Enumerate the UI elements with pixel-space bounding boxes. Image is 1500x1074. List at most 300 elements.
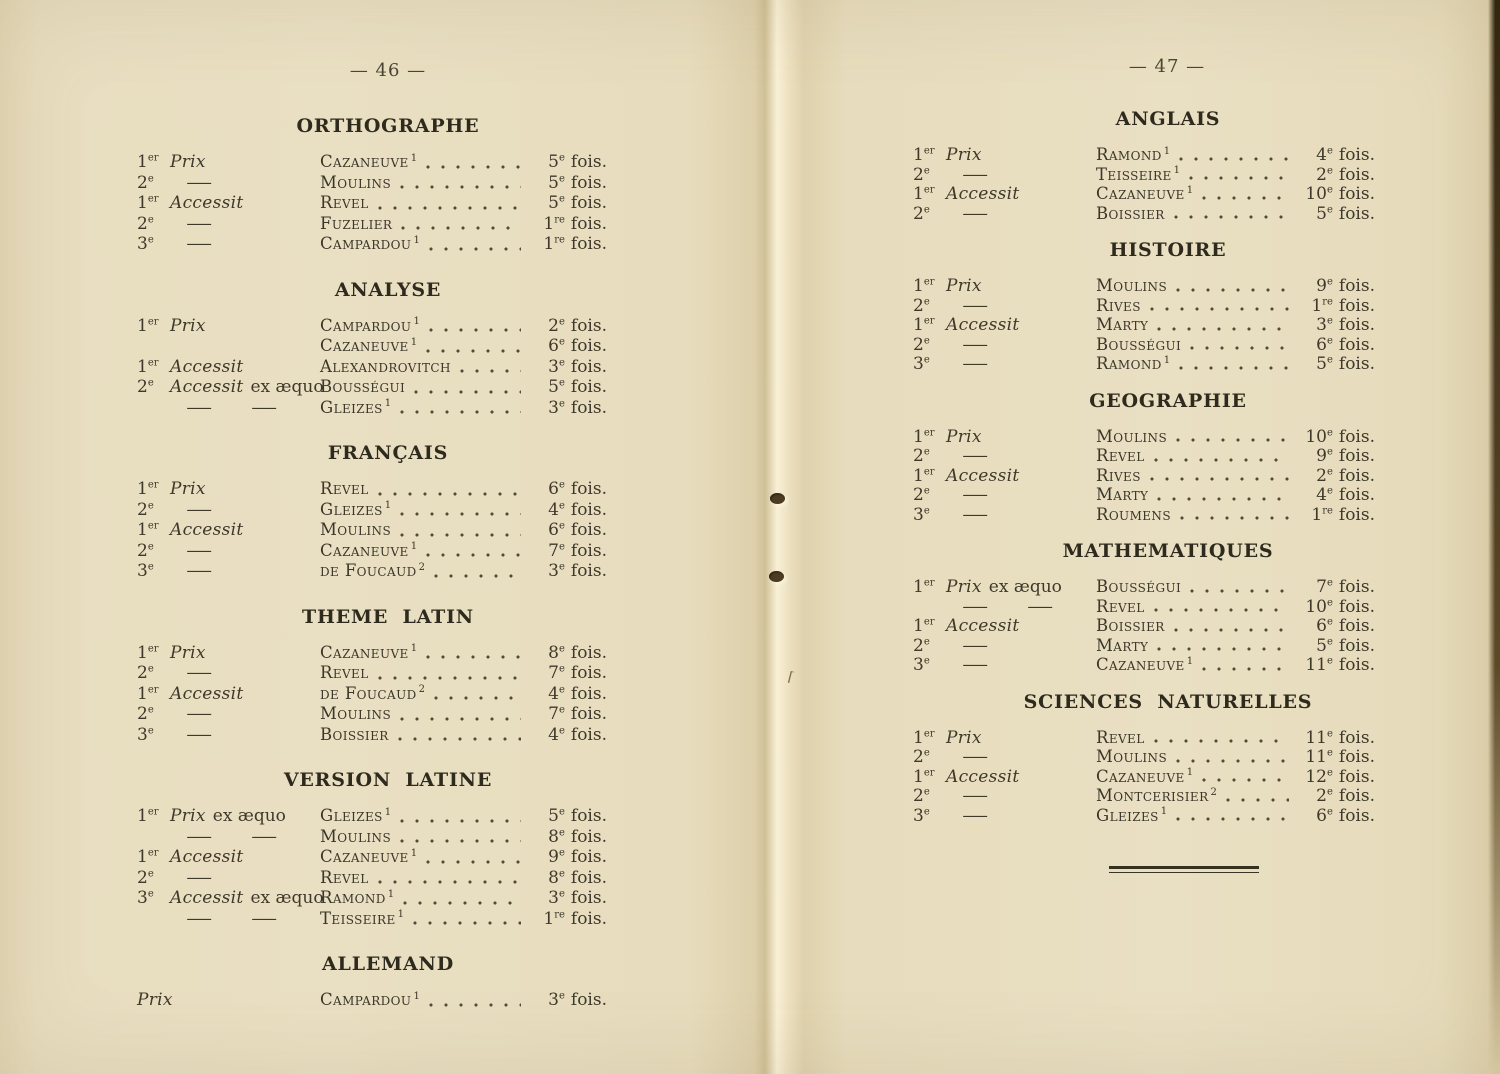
prize-rows xyxy=(137,479,607,582)
times-word: fois. xyxy=(570,806,607,826)
prize-row xyxy=(137,234,607,255)
times-count: 6e xyxy=(548,479,565,499)
times-word: fois. xyxy=(570,847,607,867)
recipient-name: Cazaneuve $^1$ xyxy=(1096,766,1194,786)
recipient-name: Rives xyxy=(1096,465,1141,485)
dot-leader xyxy=(1174,759,1289,763)
dot-leader xyxy=(1177,157,1289,161)
rank-label: 2e xyxy=(913,203,930,224)
times-word: fois. xyxy=(570,908,607,929)
prize-row xyxy=(137,336,607,357)
dot-leader xyxy=(1187,176,1289,180)
section-title: THEME LATIN xyxy=(302,605,474,628)
prize-row xyxy=(137,868,607,889)
times-count: 2e xyxy=(1316,465,1333,486)
recipient-name: Moulins xyxy=(1096,747,1168,766)
times-count: 3e xyxy=(548,397,565,418)
footnote-ref: 1 xyxy=(413,234,420,246)
times-count: 6e xyxy=(1316,616,1333,636)
recipient-name: Gleizes $^1$ xyxy=(320,499,392,519)
dot-leader xyxy=(398,512,521,516)
times-word: fois. xyxy=(570,193,607,213)
times-word: fois. xyxy=(1338,426,1375,447)
award-type: Prix xyxy=(946,426,982,447)
recipient-name: Bousségui xyxy=(1096,334,1182,354)
footnote-ref: 1 xyxy=(1163,354,1171,366)
rank-label: 1er xyxy=(137,479,159,499)
prize-row xyxy=(137,173,607,194)
times-word: fois. xyxy=(570,683,607,704)
times-count: 2e xyxy=(1316,164,1333,185)
times-count: 10e xyxy=(1305,426,1333,447)
recipient-name: Gleizes $^1$ xyxy=(1096,805,1168,825)
section-title: VERSION LATINE xyxy=(283,769,493,791)
section-end-rule xyxy=(1109,866,1259,873)
times-word: fois. xyxy=(570,397,607,418)
dot-leader xyxy=(1174,438,1289,442)
dot-leader xyxy=(424,165,521,169)
dot-leader xyxy=(398,185,521,189)
dot-leader xyxy=(1155,497,1289,501)
prize-row xyxy=(137,541,607,562)
rank-label: 1er xyxy=(137,806,159,826)
recipient-name: Campardou $^1$ xyxy=(320,315,420,335)
award-type: Prix xyxy=(137,990,173,1010)
times-count: 5e xyxy=(1316,635,1333,656)
rank-label: 2e xyxy=(913,295,930,316)
times-word: fois. xyxy=(570,520,607,540)
recipient-name: Boissier xyxy=(1096,616,1165,635)
rank-label: 1er xyxy=(913,616,935,636)
award-type: — xyxy=(186,704,213,724)
times-count: 7e xyxy=(548,704,565,724)
subject-section xyxy=(137,953,607,1011)
recipient-name: Bousségui xyxy=(1096,577,1182,596)
award-type: Prix xyxy=(946,727,982,748)
rank-label: 2e xyxy=(137,499,154,520)
footnote-ref: 1 xyxy=(410,847,418,859)
recipient-name: Revel xyxy=(320,867,369,887)
rank-label: 3e xyxy=(137,234,154,254)
dot-leader xyxy=(1200,778,1289,782)
times-count: 6e xyxy=(548,336,565,356)
rank-label: 1er xyxy=(913,145,935,165)
footnote-ref: 2 xyxy=(418,561,425,573)
subject-section xyxy=(913,691,1375,826)
dot-leader xyxy=(432,574,521,578)
recipient-name: Cazaneuve $^1$ xyxy=(320,847,418,866)
prize-row xyxy=(913,204,1375,224)
prize-row xyxy=(913,505,1375,525)
times-word: fois. xyxy=(1338,577,1375,597)
prize-row xyxy=(137,193,607,214)
prize-row xyxy=(913,165,1375,185)
dot-leader xyxy=(1172,215,1289,219)
times-count: 1re xyxy=(543,213,565,234)
times-count: 7e xyxy=(548,540,565,561)
award-type: Accessit xyxy=(946,616,1020,636)
times-count: 9e xyxy=(548,847,565,867)
times-count: 7e xyxy=(548,663,565,683)
times-count: 7e xyxy=(1316,577,1333,597)
rank-label: 1er xyxy=(913,426,935,447)
prize-row xyxy=(913,315,1375,335)
rank-label: 1er xyxy=(137,847,159,867)
recipient-name: Roumens xyxy=(1096,504,1171,524)
times-word: fois. xyxy=(570,663,607,683)
footnote-ref: 1 xyxy=(413,316,420,327)
recipient-name: Ramond $^1$ xyxy=(1096,354,1171,373)
footnote-ref: 1 xyxy=(1186,767,1194,778)
times-word: fois. xyxy=(570,213,607,234)
times-count: 5e xyxy=(548,152,565,172)
rank-label: 1er xyxy=(913,766,935,787)
dot-leader xyxy=(1172,628,1289,632)
award-type: — xyxy=(962,805,989,826)
rank-label: 1er xyxy=(913,276,935,296)
dot-leader xyxy=(399,226,521,230)
times-word: fois. xyxy=(570,724,607,745)
dot-leader xyxy=(424,349,521,353)
rank-label: 2e xyxy=(137,172,154,193)
dot-leader xyxy=(1188,346,1289,350)
subject-section xyxy=(137,769,607,929)
dot-leader xyxy=(424,655,521,659)
recipient-name: Gleizes $^1$ xyxy=(320,397,392,417)
prize-row xyxy=(137,806,607,827)
footnote-ref: 1 xyxy=(410,541,418,552)
rank-label: 1er xyxy=(137,356,159,377)
prize-rows xyxy=(137,152,607,255)
prize-row xyxy=(137,990,607,1011)
subject-section xyxy=(913,108,1375,223)
times-word: fois. xyxy=(1338,295,1375,316)
times-count: 3e xyxy=(548,888,565,908)
recipient-name: Moulins xyxy=(320,826,392,846)
rank-label: 2e xyxy=(137,377,154,397)
award-type: — xyxy=(962,446,989,466)
footnote-ref: 2 xyxy=(418,684,425,695)
award-type: Accessit xyxy=(946,184,1020,204)
times-count: 2e xyxy=(1316,786,1333,806)
rank-label: 1er xyxy=(137,193,159,213)
prize-row xyxy=(913,184,1375,204)
rank-label: 2e xyxy=(913,334,930,355)
times-word: fois. xyxy=(1338,655,1375,675)
award-type: — xyxy=(186,540,213,561)
prize-row xyxy=(137,152,607,173)
recipient-name: Boissier xyxy=(1096,203,1165,223)
prize-row xyxy=(913,427,1375,447)
times-count: 1re xyxy=(543,908,565,929)
recipient-name: Cazaneuve $^1$ xyxy=(320,152,418,171)
award-type: — xyxy=(962,354,989,374)
section-title: MATHEMATIQUES xyxy=(1062,540,1274,562)
footnote-ref: 1 xyxy=(1163,145,1171,157)
award-type: — xyxy=(186,172,213,193)
rank-label: 1er xyxy=(913,184,935,204)
dot-leader xyxy=(1148,307,1289,311)
footnote-ref: 1 xyxy=(384,398,392,409)
dot-leader xyxy=(1224,798,1289,802)
recipient-name: Revel xyxy=(1096,727,1145,747)
page-47 xyxy=(913,56,1375,873)
times-word: fois. xyxy=(1338,747,1375,767)
prize-row xyxy=(913,296,1375,316)
award-type: — xyxy=(962,203,989,224)
times-count: 3e xyxy=(1316,315,1333,335)
stitch-hole xyxy=(769,571,784,582)
times-count: 5e xyxy=(548,806,565,826)
recipient-name: Campardou $^1$ xyxy=(320,234,420,253)
prize-row xyxy=(913,806,1375,826)
times-word: fois. xyxy=(1338,164,1375,185)
award-type: — xyxy=(962,655,989,675)
dot-leader xyxy=(1152,739,1289,743)
prize-row xyxy=(137,357,607,378)
page-46 xyxy=(137,60,607,1011)
times-word: fois. xyxy=(1338,276,1375,296)
prize-row xyxy=(137,827,607,848)
prize-row xyxy=(913,276,1375,296)
dot-leader xyxy=(1174,817,1289,821)
award-type: — xyxy=(186,867,213,888)
times-word: fois. xyxy=(570,234,607,254)
times-word: fois. xyxy=(570,540,607,561)
prize-row xyxy=(137,479,607,500)
recipient-name: Revel xyxy=(1096,446,1145,465)
times-word: fois. xyxy=(1338,465,1375,486)
footnote-ref: 1 xyxy=(410,152,418,164)
stitch-hole xyxy=(770,493,785,504)
recipient-name: Revel xyxy=(320,663,369,682)
award-type: — — xyxy=(186,826,278,847)
recipient-name: Moulins xyxy=(320,704,392,723)
dot-leader xyxy=(376,880,521,884)
dot-leader xyxy=(398,839,521,843)
award-type: — xyxy=(186,499,213,520)
prize-row xyxy=(913,354,1375,374)
recipient-name: de Foucaud $^2$ xyxy=(320,683,425,703)
prize-rows xyxy=(913,145,1375,223)
prize-rows xyxy=(913,577,1375,675)
section-title: FRANÇAIS xyxy=(327,442,449,464)
award-type: Prix xyxy=(946,145,982,165)
dot-leader xyxy=(398,533,521,537)
award-type: — xyxy=(962,504,989,525)
page-sections xyxy=(913,108,1375,825)
rank-label: 3e xyxy=(913,504,930,525)
times-count: 10e xyxy=(1305,184,1333,204)
prize-row xyxy=(137,643,607,664)
recipient-name: Marty xyxy=(1096,635,1149,655)
dot-leader xyxy=(1200,196,1289,200)
recipient-name: Moulins xyxy=(1096,276,1168,295)
times-count: 3e xyxy=(548,990,565,1010)
rank-label: 1er xyxy=(913,577,935,597)
recipient-name: Bousségui xyxy=(320,377,406,396)
rank-label: 2e xyxy=(137,867,154,888)
times-count: 2e xyxy=(548,315,565,336)
times-word: fois. xyxy=(1338,485,1375,505)
section-title: GEOGRAPHIE xyxy=(1089,389,1247,412)
dot-leader xyxy=(376,676,521,680)
rank-label: 2e xyxy=(913,786,930,806)
dot-leader xyxy=(398,819,521,823)
times-word: fois. xyxy=(570,888,607,908)
award-type: Prix xyxy=(170,642,206,663)
prize-rows xyxy=(913,728,1375,826)
award-type: Accessit xyxy=(170,847,244,867)
times-count: 4e xyxy=(1316,145,1333,165)
recipient-name: Revel xyxy=(320,193,369,212)
page-number: — 46 — xyxy=(349,60,427,81)
award-type: — xyxy=(186,213,213,234)
times-word: fois. xyxy=(570,172,607,193)
page-binding-edge xyxy=(1488,0,1500,1074)
footnote-ref: 1 xyxy=(384,806,392,818)
times-count: 4e xyxy=(548,499,565,520)
subject-section xyxy=(137,279,607,419)
footnote-ref: 1 xyxy=(387,888,395,900)
times-word: fois. xyxy=(1338,446,1375,466)
times-count: 3e xyxy=(548,561,565,581)
page-sections xyxy=(137,115,607,1011)
rank-label: 3e xyxy=(913,805,930,826)
prize-row xyxy=(137,214,607,235)
prize-row xyxy=(137,684,607,705)
pen-mark: ⌈ xyxy=(786,668,796,686)
rank-label: 2e xyxy=(913,635,930,656)
times-word: fois. xyxy=(1338,805,1375,826)
subject-section xyxy=(913,540,1375,675)
times-count: 11e xyxy=(1305,727,1333,748)
dot-leader xyxy=(1200,667,1289,671)
times-count: 10e xyxy=(1305,596,1333,617)
prize-row xyxy=(913,655,1375,675)
subject-section xyxy=(137,606,607,746)
recipient-name: Revel xyxy=(1096,596,1145,616)
award-type: Accessit ex æquo xyxy=(170,377,324,397)
rank-label: 2e xyxy=(913,747,930,767)
times-word: fois. xyxy=(570,479,607,499)
rank-label: 3e xyxy=(913,354,930,374)
times-word: fois. xyxy=(1338,635,1375,656)
award-type: — xyxy=(962,786,989,806)
dot-leader xyxy=(1152,458,1289,462)
times-word: fois. xyxy=(570,642,607,663)
times-count: 1re xyxy=(1311,504,1333,525)
award-type: Prix ex æquo xyxy=(946,577,1062,597)
dot-leader xyxy=(1177,366,1289,370)
prize-row xyxy=(913,728,1375,748)
prize-row xyxy=(913,145,1375,165)
prize-row xyxy=(913,577,1375,597)
recipient-name: Rives xyxy=(1096,295,1141,315)
award-type: Accessit xyxy=(946,465,1020,486)
footnote-ref: 1 xyxy=(1186,184,1194,196)
section-title: SCIENCES NATURELLES xyxy=(1023,690,1313,713)
rank-label: 1er xyxy=(913,727,935,748)
dot-leader xyxy=(1174,288,1289,292)
times-count: 1re xyxy=(1311,295,1333,316)
times-count: 1re xyxy=(543,234,565,254)
footnote-ref: 1 xyxy=(1160,806,1168,817)
recipient-name: Moulins xyxy=(320,172,392,192)
prize-row xyxy=(137,561,607,582)
section-title: ANGLAIS xyxy=(1115,108,1221,130)
prize-row xyxy=(137,377,607,398)
recipient-name: de Foucaud $^2$ xyxy=(320,561,425,580)
times-count: 5e xyxy=(548,193,565,213)
rank-label: 1er xyxy=(137,315,159,336)
recipient-name: Cazaneuve $^1$ xyxy=(1096,655,1194,674)
recipient-name: Marty xyxy=(1096,315,1149,334)
times-count: 3e xyxy=(548,356,565,377)
dot-leader xyxy=(458,369,521,373)
award-type: Accessit xyxy=(170,683,244,704)
award-type: Prix xyxy=(170,152,206,172)
times-word: fois. xyxy=(1338,145,1375,165)
times-word: fois. xyxy=(570,990,607,1010)
prize-row xyxy=(137,725,607,746)
rank-label: 2e xyxy=(137,663,154,683)
prize-row xyxy=(137,888,607,909)
recipient-name: Moulins xyxy=(320,520,392,539)
award-type: — xyxy=(186,234,213,254)
dot-leader xyxy=(427,328,521,332)
prize-row xyxy=(913,485,1375,505)
times-word: fois. xyxy=(570,561,607,581)
prize-row xyxy=(913,636,1375,656)
footnote-ref: 2 xyxy=(1210,786,1217,798)
section-title: ANALYSE xyxy=(334,278,442,301)
rank-label: 2e xyxy=(913,446,930,466)
dot-leader xyxy=(412,390,521,394)
times-word: fois. xyxy=(570,356,607,377)
recipient-name: Moulins xyxy=(1096,426,1168,446)
award-type: Prix xyxy=(170,315,206,336)
footnote-ref: 1 xyxy=(1186,655,1194,667)
footnote-ref: 1 xyxy=(413,990,420,1002)
prize-row xyxy=(913,747,1375,767)
recipient-name: Montcerisier $^2$ xyxy=(1096,786,1217,805)
rank-label: 3e xyxy=(137,561,154,581)
recipient-name: Boissier xyxy=(320,724,389,744)
dot-leader xyxy=(376,206,521,210)
times-word: fois. xyxy=(570,499,607,520)
rank-label: 3e xyxy=(137,888,154,908)
times-word: fois. xyxy=(1338,315,1375,335)
footnote-ref: 1 xyxy=(410,336,418,348)
rank-label: 2e xyxy=(137,540,154,561)
rank-label: 1er xyxy=(913,315,935,335)
times-count: 12e xyxy=(1305,766,1333,787)
times-word: fois. xyxy=(1338,354,1375,374)
prize-rows xyxy=(913,427,1375,525)
prize-row xyxy=(137,847,607,868)
times-count: 9e xyxy=(1316,276,1333,296)
recipient-name: Alexandrovitch xyxy=(320,356,451,376)
award-type: — xyxy=(962,164,989,185)
recipient-name: Revel xyxy=(320,479,369,498)
footnote-ref: 1 xyxy=(397,909,405,920)
award-type: — xyxy=(962,485,989,505)
award-type: — — xyxy=(186,908,278,929)
prize-row xyxy=(913,466,1375,486)
times-word: fois. xyxy=(1338,786,1375,806)
dot-leader xyxy=(1148,477,1289,481)
